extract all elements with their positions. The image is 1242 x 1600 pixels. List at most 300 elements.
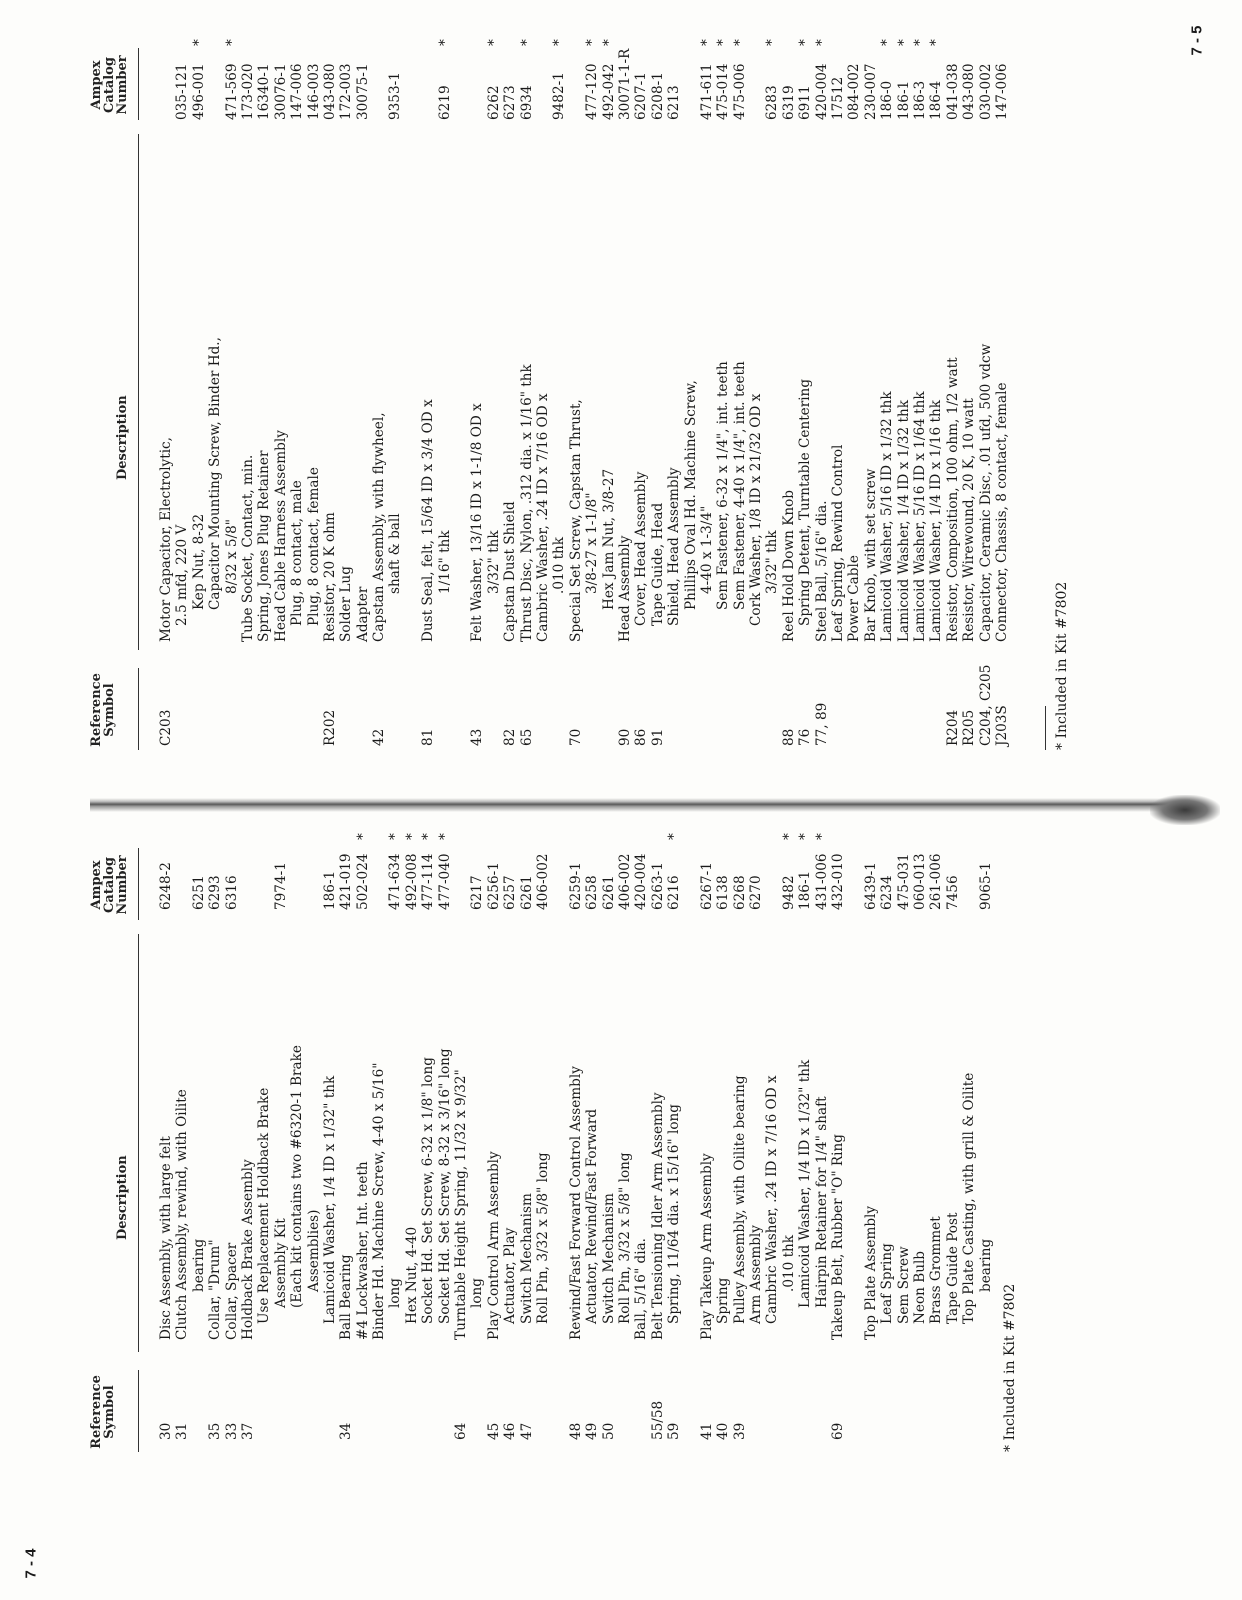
table-row	[830, 820, 846, 1440]
header-reference-symbol: Reference Symbol	[89, 1375, 117, 1449]
catalog-number: 147-006	[993, 63, 1010, 120]
catalog-number: 186-1	[895, 80, 912, 120]
table-row	[584, 6, 600, 746]
table-row	[617, 820, 633, 1440]
catalog-number: 475-006	[731, 63, 748, 120]
table-row	[371, 820, 387, 1440]
catalog-number: 7456	[944, 875, 961, 910]
table-row	[207, 6, 223, 746]
part-description: Tube Socket, Contact, min.	[239, 454, 256, 642]
table-row	[961, 6, 977, 746]
kit-marker: *	[813, 833, 830, 840]
part-description: Spring, 11/64 dia. x 15/16" long	[666, 1104, 683, 1324]
catalog-number: 6319	[780, 85, 797, 120]
table-row	[846, 6, 862, 746]
part-description: Tape Guide Post	[944, 1212, 961, 1324]
table-row	[699, 820, 715, 1440]
catalog-number: 6911	[797, 85, 814, 120]
table-row	[896, 820, 912, 1440]
reference-symbol: 70	[567, 728, 584, 746]
catalog-number: 261-006	[928, 853, 945, 910]
part-description: Thrust Disc, Nylon, .312 dia. x 1/16" thk	[518, 364, 535, 642]
table-row	[338, 820, 354, 1440]
table-row	[797, 6, 813, 746]
reference-symbol: 77, 89	[813, 702, 830, 746]
table-row	[486, 6, 502, 746]
table-row	[437, 6, 453, 746]
table-row	[666, 820, 682, 1440]
reference-symbol: R205	[961, 709, 978, 746]
table-row	[601, 820, 617, 1440]
table-row	[322, 820, 338, 1440]
table-row	[912, 820, 928, 1440]
table-row	[240, 6, 256, 746]
page-number-right: 7 - 5	[1188, 25, 1206, 56]
part-description: 3/32" thk	[764, 530, 781, 594]
table-row	[256, 6, 272, 746]
part-description: Socket Hd. Set Screw, 8-32 x 3/16" long	[436, 1048, 453, 1324]
part-description: 8/32 x 5/8"	[223, 519, 240, 594]
catalog-number: 186-1	[321, 870, 338, 910]
catalog-number: 30075-1	[354, 63, 371, 120]
catalog-number: 146-003	[305, 63, 322, 120]
table-row	[568, 6, 584, 746]
header-rule-num	[138, 848, 139, 920]
reference-symbol: 50	[600, 1422, 617, 1440]
reference-symbol: 41	[698, 1422, 715, 1440]
part-description: bearing	[190, 1238, 207, 1292]
part-description: Switch Mechanism	[518, 1193, 535, 1324]
part-description: Roll Pin, 3/32 x 5/8" long	[616, 1152, 633, 1324]
catalog-number: 475-031	[895, 853, 912, 910]
table-row	[519, 6, 535, 746]
part-description: Head Assembly	[616, 535, 633, 642]
catalog-number: 6261	[518, 875, 535, 910]
table-row	[699, 6, 715, 746]
table-row	[879, 6, 895, 746]
table-row	[420, 820, 436, 1440]
table-row	[978, 820, 994, 1440]
table-row	[355, 6, 371, 746]
catalog-number: 30076-1	[272, 63, 289, 120]
catalog-number: 6138	[715, 875, 732, 910]
catalog-number: 432-010	[830, 853, 847, 910]
kit-marker: *	[698, 39, 715, 46]
kit-marker: *	[813, 39, 830, 46]
catalog-number: 492-008	[403, 853, 420, 910]
reference-symbol: 86	[633, 728, 650, 746]
part-description: Connector, Chassis, 8 contact, female	[993, 382, 1010, 642]
part-description: Capstan Dust Shield	[502, 501, 519, 642]
part-description: Play Control Arm Assembly	[485, 1151, 502, 1340]
table-row	[912, 6, 928, 746]
table-row	[879, 820, 895, 1440]
catalog-number: 186-4	[928, 80, 945, 120]
table-row	[732, 6, 748, 746]
part-description: Resistor, Composition, 100 ohm, 1/2 watt	[944, 357, 961, 642]
table-row	[715, 820, 731, 1440]
table-row	[289, 6, 305, 746]
reference-symbol: 48	[567, 1422, 584, 1440]
part-description: Capacitor Mounting Screw, Binder Hd.,	[207, 337, 224, 610]
table-row	[748, 820, 764, 1440]
table-row	[748, 6, 764, 746]
reference-symbol: 76	[797, 728, 814, 746]
kit-marker: *	[420, 833, 437, 840]
part-description: Reel Hold Down Knob	[780, 490, 797, 642]
part-description: Dust Seal, felt, 15/64 ID x 3/4 OD x	[420, 399, 437, 642]
table-row	[633, 6, 649, 746]
catalog-number: 7974-1	[272, 862, 289, 910]
part-description: Spring Detent, Turntable Centering	[797, 378, 814, 626]
table-row	[502, 6, 518, 746]
catalog-number: 6316	[223, 875, 240, 910]
table-row	[404, 820, 420, 1440]
kit-marker: *	[879, 39, 896, 46]
part-description: Solder Lug	[338, 566, 355, 642]
part-description: bearing	[977, 1238, 994, 1292]
table-row	[387, 6, 403, 746]
part-description: Sem Fastener, 4-40 x 1/4", int. teeth	[731, 361, 748, 610]
part-description: Switch Mechanism	[600, 1193, 617, 1324]
part-description: Turntable Height Spring, 11/32 x 9/32"	[453, 1069, 470, 1340]
catalog-number: 496-001	[190, 63, 207, 120]
table-row	[650, 6, 666, 746]
page-number-left: 7 - 4	[22, 1548, 40, 1579]
header-rule-num	[138, 48, 139, 120]
reference-symbol: 81	[420, 728, 437, 746]
catalog-number: 471-569	[223, 63, 240, 120]
part-description: Phillips Oval Hd. Machine Screw,	[682, 380, 699, 610]
catalog-number: 041-038	[944, 63, 961, 120]
part-description: Assembly Kit	[272, 1218, 289, 1308]
kit-marker: *	[436, 833, 453, 840]
catalog-number: 043-080	[961, 63, 978, 120]
catalog-number: 230-007	[862, 63, 879, 120]
parts-table-left	[158, 820, 994, 1440]
part-description: Socket Hd. Set Screw, 6-32 x 1/8" long	[420, 1057, 437, 1324]
table-row	[650, 820, 666, 1440]
catalog-number: 6256-1	[485, 862, 502, 910]
part-description: Belt Tensioning Idler Arm Assembly	[649, 1092, 666, 1340]
catalog-number: 471-611	[698, 63, 715, 120]
table-row	[535, 820, 551, 1440]
table-row	[502, 820, 518, 1440]
part-description: Assemblies)	[305, 1209, 322, 1292]
kit-marker: *	[895, 39, 912, 46]
part-description: Resistor, Wirewound, 20 K, 10 watt	[961, 398, 978, 642]
table-row	[174, 820, 190, 1440]
table-row	[191, 820, 207, 1440]
catalog-number: 6259-1	[567, 862, 584, 910]
part-description: Plug, 8 contact, male	[289, 480, 306, 626]
catalog-number: 6207-1	[633, 72, 650, 120]
table-row	[732, 820, 748, 1440]
kit-marker: *	[551, 39, 568, 46]
reference-symbol: 90	[616, 728, 633, 746]
catalog-number: 9353-1	[387, 72, 404, 120]
catalog-number: 406-002	[534, 853, 551, 910]
reference-symbol: 91	[649, 728, 666, 746]
catalog-number: 172-003	[338, 63, 355, 120]
table-row	[601, 6, 617, 746]
part-description: long	[387, 1278, 404, 1308]
table-row	[420, 6, 436, 746]
part-description: Binder Hd. Machine Screw, 4-40 x 5/16"	[371, 1062, 388, 1340]
catalog-number: 186-0	[879, 80, 896, 120]
part-description: Power Cable	[846, 555, 863, 642]
part-description: Cork Washer, 1/8 ID x 21/32 OD x	[748, 393, 765, 626]
part-description: Use Replacement Holdback Brake	[256, 1087, 273, 1324]
part-description: Bar Knob, with set screw	[862, 468, 879, 642]
kit-marker: *	[354, 833, 371, 840]
catalog-number: 186-1	[797, 870, 814, 910]
part-description: Ball, 5/16" dia.	[633, 1237, 650, 1340]
part-description: .010 thk	[551, 536, 568, 594]
reference-symbol: 30	[158, 1422, 174, 1440]
part-description: Takeup Belt, Rubber "O" Ring	[830, 1134, 847, 1340]
footnote-left: * Included in Kit #7802	[1002, 1283, 1018, 1452]
part-description: Hex Jam Nut, 3/8-27	[600, 468, 617, 610]
part-description: Hairpin Retainer for 1/4" shaft	[813, 1096, 830, 1308]
catalog-number: 6263-1	[649, 862, 666, 910]
catalog-number: 6267-1	[698, 862, 715, 910]
header-rule-ref	[138, 1370, 139, 1452]
table-row	[961, 820, 977, 1440]
table-row	[994, 6, 1010, 746]
catalog-number: 406-002	[616, 853, 633, 910]
part-description: Capstan Assembly, with flywheel,	[371, 412, 388, 642]
table-row	[535, 6, 551, 746]
catalog-number: 471-634	[387, 853, 404, 910]
table-row	[666, 6, 682, 746]
reference-symbol: 55/58	[649, 1400, 666, 1440]
part-description: Clutch Assembly, rewind, with Oilite	[174, 1089, 191, 1340]
reference-symbol: R204	[944, 709, 961, 746]
catalog-number: 475-014	[715, 63, 732, 120]
catalog-number: 6293	[207, 875, 224, 910]
catalog-number: 6258	[584, 875, 601, 910]
reference-symbol: 88	[780, 728, 797, 746]
catalog-number: 502-024	[354, 853, 371, 910]
left-page	[0, 800, 1242, 1600]
table-row	[289, 820, 305, 1440]
table-row	[387, 820, 403, 1440]
catalog-number: 6283	[764, 85, 781, 120]
part-description: Lamicoid Washer, 1/4 ID x 1/32 thk	[895, 400, 912, 642]
catalog-number: 6439-1	[862, 862, 879, 910]
kit-marker: *	[715, 39, 732, 46]
table-row	[945, 6, 961, 746]
part-description: Holdback Brake Assembly	[239, 1159, 256, 1340]
part-description: Lamicoid Washer, 1/4 ID x 1/32" thk	[321, 1075, 338, 1324]
header-catalog-number: Ampex Catalog Number	[89, 855, 130, 915]
header-description: Description	[115, 1155, 130, 1240]
reference-symbol: 45	[485, 1422, 502, 1440]
part-description: Actuator, Rewind/Fast Forward	[584, 1108, 601, 1324]
parts-table-right	[158, 6, 1010, 746]
part-description: Arm Assembly	[748, 1225, 765, 1324]
kit-marker: *	[797, 39, 814, 46]
part-description: Spring	[715, 1277, 732, 1324]
kit-marker: *	[666, 833, 683, 840]
table-row	[469, 820, 485, 1440]
part-description: 2.5 mfd, 220 V	[174, 524, 191, 626]
table-row	[781, 6, 797, 746]
catalog-number: 431-006	[813, 853, 830, 910]
part-description: Sem Screw	[895, 1246, 912, 1324]
table-row	[469, 6, 485, 746]
kit-marker: *	[584, 39, 601, 46]
table-row	[568, 820, 584, 1440]
reference-symbol: 64	[453, 1422, 470, 1440]
table-row	[551, 820, 567, 1440]
part-description: Lamicoid Washer, 5/16 ID x 1/32 thk	[879, 391, 896, 642]
part-description: Resistor, 20 K ohm	[321, 512, 338, 642]
table-row	[371, 6, 387, 746]
reference-symbol: 33	[223, 1422, 240, 1440]
reference-symbol: 35	[207, 1422, 224, 1440]
table-row	[224, 6, 240, 746]
catalog-number: 147-006	[289, 63, 306, 120]
reference-symbol: C204, C205	[977, 664, 994, 746]
part-description: Leaf Spring	[879, 1243, 896, 1324]
part-description: 3/8-27 x 1-1/8"	[584, 492, 601, 594]
part-description: Lamicoid Washer, 5/16 ID x 1/64 thk	[911, 391, 928, 642]
catalog-number: 6217	[469, 875, 486, 910]
part-description: Felt Washer, 13/16 ID x 1-1/8 OD x	[469, 403, 486, 642]
table-row	[322, 6, 338, 746]
reference-symbol: 43	[469, 728, 486, 746]
part-description: Cambric Washer, .24 ID x 7/16 OD x	[534, 393, 551, 642]
reference-symbol: 37	[239, 1422, 256, 1440]
reference-symbol: 69	[830, 1422, 847, 1440]
reference-symbol: 39	[731, 1422, 748, 1440]
part-description: Ball Bearing	[338, 1254, 355, 1340]
table-row	[797, 820, 813, 1440]
catalog-number: 30071-1-R	[616, 48, 633, 120]
reference-symbol: C203	[158, 709, 174, 746]
catalog-number: 477-040	[436, 853, 453, 910]
reference-symbol: 49	[584, 1422, 601, 1440]
part-description: Plug, 8 contact, female	[305, 467, 322, 626]
kit-marker: *	[190, 39, 207, 46]
part-description: Kep Nut, 8-32	[190, 513, 207, 610]
reference-symbol: 34	[338, 1422, 355, 1440]
table-row	[224, 820, 240, 1440]
part-description: Hex Nut, 4-40	[403, 1226, 420, 1324]
part-description: 4-40 x 1-3/4"	[698, 505, 715, 594]
header-rule-ref	[138, 668, 139, 750]
table-row	[158, 820, 174, 1440]
table-row	[863, 820, 879, 1440]
kit-marker: *	[764, 39, 781, 46]
part-description: long	[469, 1278, 486, 1308]
catalog-number: 6934	[518, 85, 535, 120]
part-description: Lamicoid Washer, 1/4 ID x 1/16 thk	[928, 400, 945, 642]
catalog-number: 6268	[731, 875, 748, 910]
part-description: Collar, "Drum"	[207, 1239, 224, 1340]
table-row	[683, 820, 699, 1440]
reference-symbol: 65	[518, 728, 535, 746]
table-row	[978, 6, 994, 746]
part-description: .010 thk	[780, 1234, 797, 1292]
table-row	[814, 6, 830, 746]
catalog-number: 6216	[666, 875, 683, 910]
catalog-number: 6270	[748, 875, 765, 910]
catalog-number: 6262	[485, 85, 502, 120]
part-description: Steel Ball, 5/16" dia.	[813, 500, 830, 642]
part-description: Roll Pin, 3/32 x 5/8" long	[534, 1152, 551, 1324]
catalog-number: 173-020	[239, 63, 256, 120]
catalog-number: 421-019	[338, 853, 355, 910]
catalog-number: 9482	[780, 875, 797, 910]
table-row	[207, 820, 223, 1440]
part-description: Special Set Screw, Capstan Thrust,	[567, 399, 584, 642]
kit-marker: *	[797, 833, 814, 840]
table-row	[928, 6, 944, 746]
reference-symbol: 42	[371, 728, 388, 746]
part-description: Sem Fastener, 6-32 x 1/4", int. teeth	[715, 361, 732, 610]
catalog-number: 6273	[502, 85, 519, 120]
catalog-number: 030-002	[977, 63, 994, 120]
catalog-number: 6257	[502, 875, 519, 910]
part-description: Disc Assembly, with large felt	[158, 1136, 174, 1340]
kit-marker: *	[518, 39, 535, 46]
table-row	[486, 820, 502, 1440]
table-row	[846, 820, 862, 1440]
catalog-number: 6213	[666, 85, 683, 120]
part-description: Top Plate Assembly	[862, 1205, 879, 1340]
part-description: Play Takeup Arm Assembly	[698, 1153, 715, 1340]
table-row	[191, 6, 207, 746]
kit-marker: *	[731, 39, 748, 46]
reference-symbol: 59	[666, 1422, 683, 1440]
part-description: Shield, Head Assembly	[666, 467, 683, 626]
part-description: Collar, Spacer	[223, 1242, 240, 1340]
catalog-number: 16340-1	[256, 63, 273, 120]
table-row	[306, 6, 322, 746]
part-description: #4 Lockwasher, Int. teeth	[354, 1161, 371, 1340]
part-description: Actuator, Play	[502, 1227, 519, 1324]
table-row	[240, 820, 256, 1440]
table-row	[158, 6, 174, 746]
table-row	[814, 820, 830, 1440]
table-row	[355, 820, 371, 1440]
kit-marker: *	[928, 39, 945, 46]
table-row	[764, 6, 780, 746]
table-row	[715, 6, 731, 746]
table-row	[306, 820, 322, 1440]
table-row	[273, 820, 289, 1440]
header-rule-desc	[138, 134, 139, 650]
kit-marker: *	[485, 39, 502, 46]
catalog-number: 9065-1	[977, 862, 994, 910]
table-row	[945, 820, 961, 1440]
part-description: Lamicoid Washer, 1/4 ID x 1/32" thk	[797, 1059, 814, 1308]
reference-symbol: 40	[715, 1422, 732, 1440]
catalog-number: 492-042	[600, 63, 617, 120]
footnote-right: * Included in Kit #7802	[1054, 581, 1070, 750]
table-row	[863, 6, 879, 746]
table-row	[683, 6, 699, 746]
kit-marker: *	[600, 39, 617, 46]
reference-symbol: R202	[321, 709, 338, 746]
catalog-number: 186-3	[911, 80, 928, 120]
catalog-number: 9482-1	[551, 72, 568, 120]
catalog-number: 6234	[879, 875, 896, 910]
table-row	[633, 820, 649, 1440]
